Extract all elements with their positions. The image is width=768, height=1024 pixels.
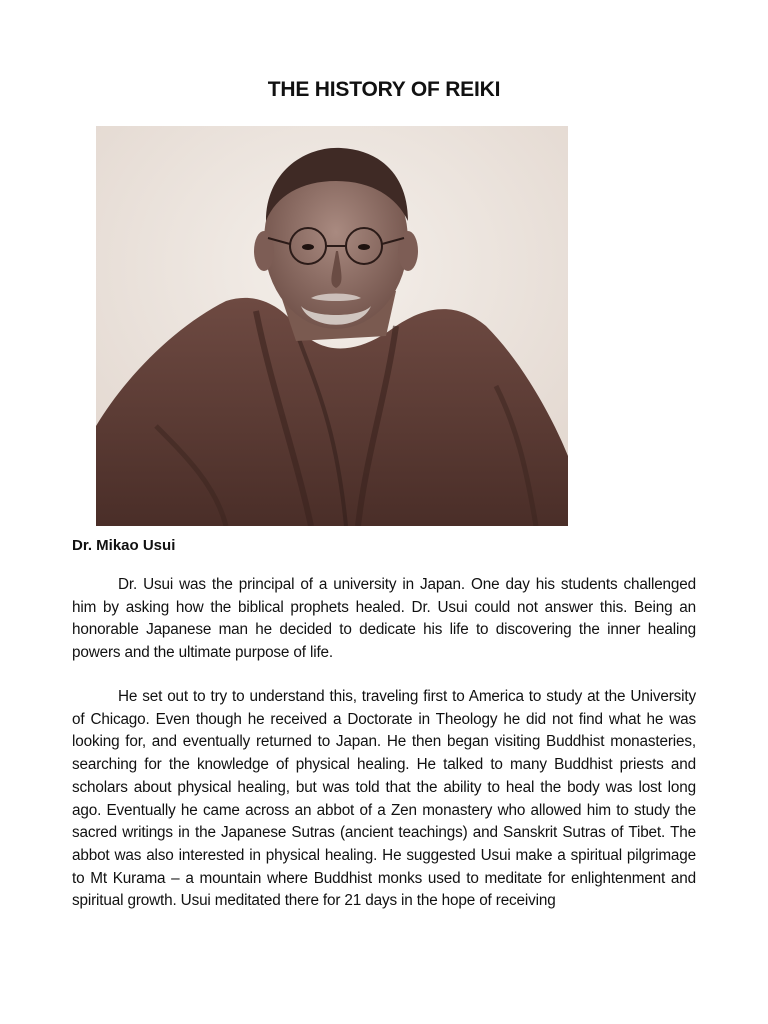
paragraph-2: He set out to try to understand this, traveling first to America to study at the University of Chicago. Even though he received a Doctorate in Theology he did not find what he was looking for, and eventually returned to Japan. He then began visiting Buddhist monasteries, searching for the knowledge of physical healing. He talked to many Buddhist priests and scholars about physical healing, but was told that the ability to heal the body was lost long ago. Eventually he came across an abbot of a Zen monastery who allowed him to study the sacred writings in the Japanese Sutras (ancient teachings) and Sanskrit Sutras of Tibet. The abbot was also interested in physical healing. He suggested Usui make a spiritual pilgrimage to Mt Kurama – a mountain where Buddhist monks used to meditate for enlightenment and spiritual growth. Usui meditated there for 21 days in the hope of receiving	[72, 688, 696, 910]
photo-caption: Dr. Mikao Usui	[72, 537, 176, 554]
portrait-photo	[96, 126, 568, 526]
paragraph-1: Dr. Usui was the principal of a university in Japan. One day his students challenged him by asking how the biblical prophets healed. Dr. Usui could not answer this. Being an honorable Japanese man he decided to dedicate his life to discovering the inner healing powers and the ultimate purpose of life.	[72, 576, 696, 662]
document-title: THE HISTORY OF REIKI	[267, 78, 501, 101]
